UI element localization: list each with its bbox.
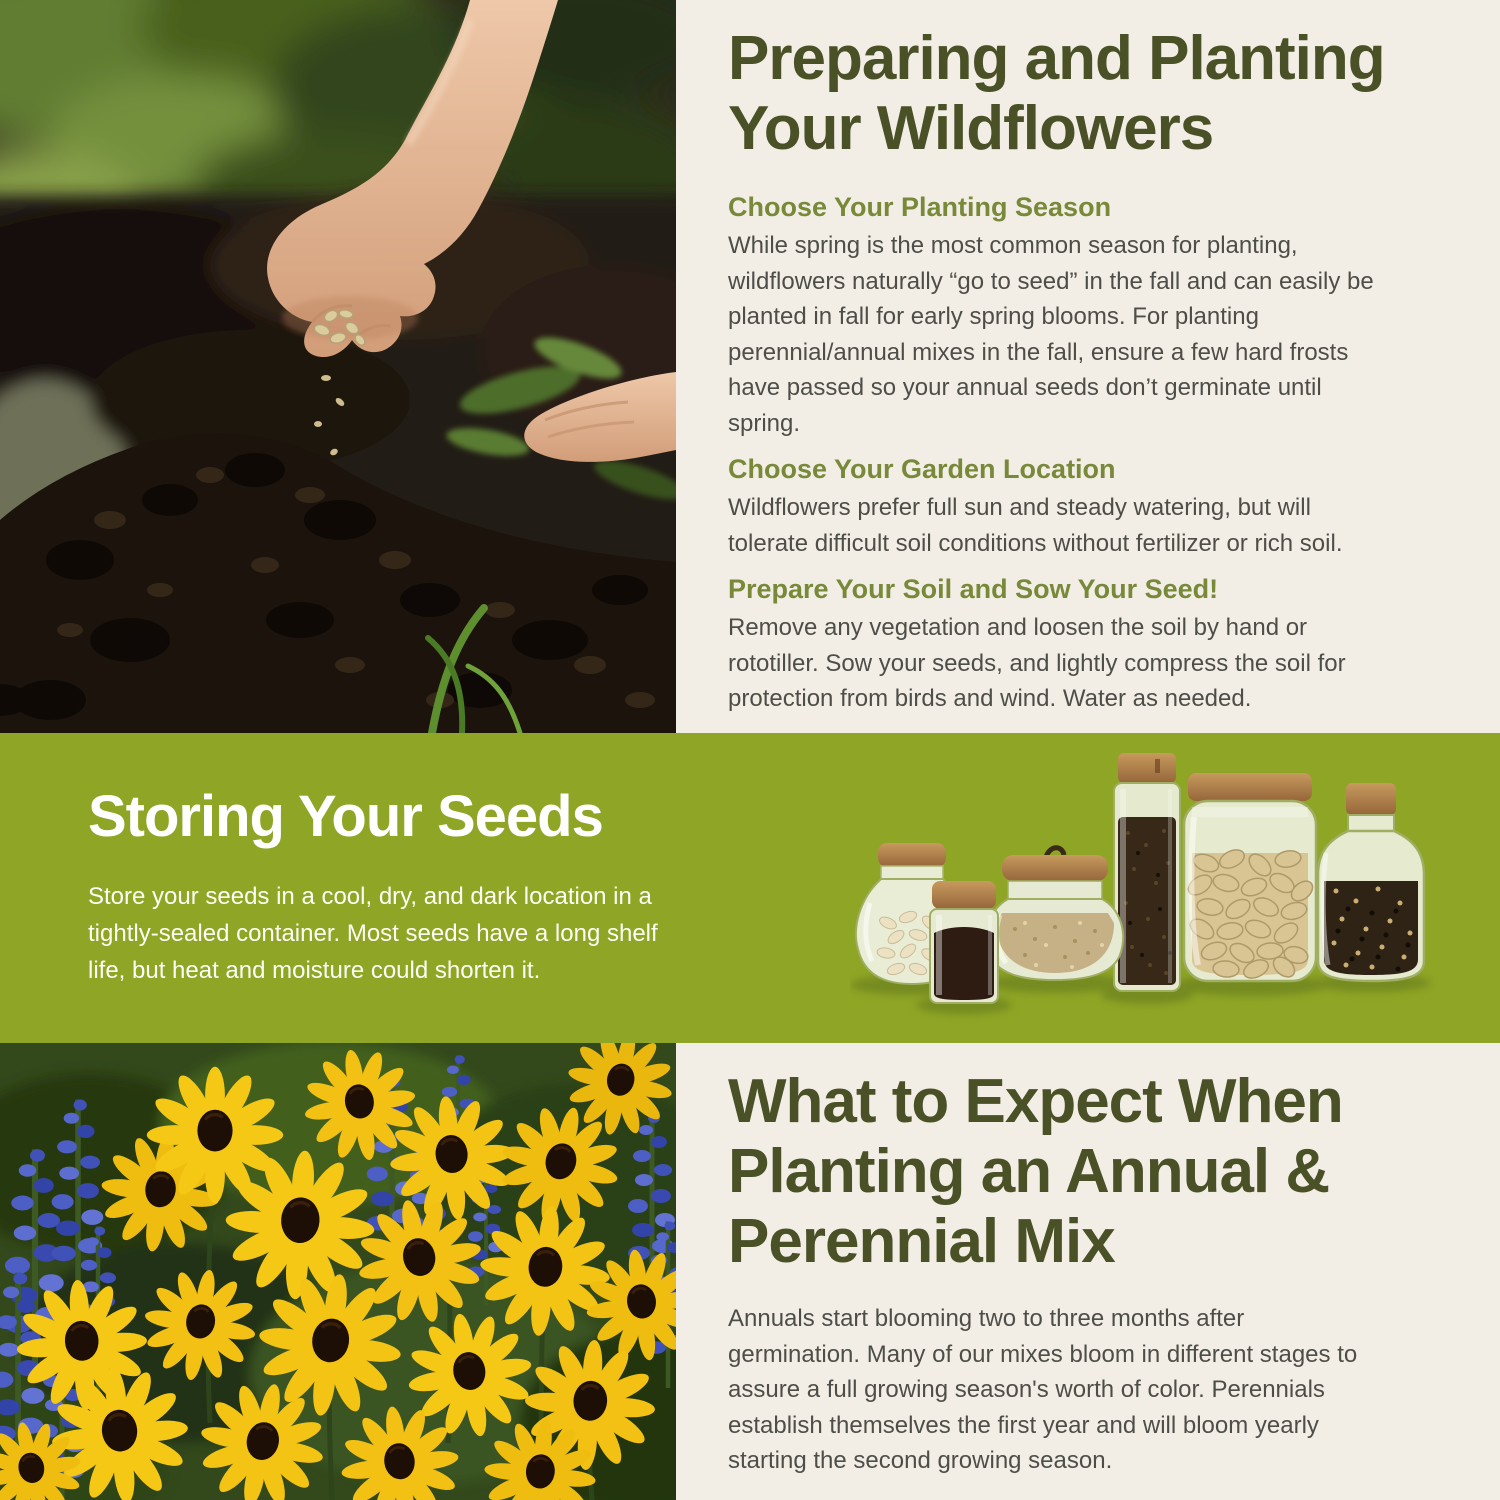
what-to-expect-section	[676, 1043, 1500, 1500]
storing-seeds-text	[88, 783, 688, 989]
mixed-seed-bottle	[1318, 783, 1424, 981]
wildflowers-illustration	[0, 1043, 676, 1500]
planting-season-heading: Choose Your Planting Season	[728, 192, 1112, 222]
prepare-soil-subsection	[728, 574, 1458, 717]
prepare-soil-body: Remove any vegetation and loosen the soil by hand or rototiller. Sow your seeds, and lightly compress the soil for protection from birds and wind. Water as needed.	[728, 614, 1346, 712]
expect-body: Annuals start blooming two to three months after germination. Many of our mixes bloom in different stages to assure a full growing season's worth of color. Perennials establish themselves the first year and will bloom yearly starting the second growing season.	[728, 1305, 1358, 1474]
squat-seed-jar	[987, 848, 1123, 980]
planting-season-subsection	[728, 192, 1458, 441]
sowing-seeds-photo	[0, 0, 676, 733]
garden-location-subsection	[728, 454, 1458, 561]
storing-title: Storing Your Seeds	[88, 784, 603, 849]
seed-jars-photo	[850, 733, 1500, 1018]
garden-location-body: Wildflowers prefer full sun and steady watering, but will tolerate difficult soil conditions without fertilizer or rich soil.	[728, 494, 1343, 557]
tall-seed-cylinder	[1114, 753, 1180, 991]
storing-seeds-band	[0, 733, 1500, 1043]
preparing-planting-section	[676, 0, 1500, 733]
preparing-title: Preparing and Planting Your Wildflowers	[728, 24, 1385, 163]
garden-location-heading: Choose Your Garden Location	[728, 454, 1116, 484]
sowing-seeds-illustration	[0, 0, 676, 733]
wildflowers-photo	[0, 1043, 676, 1500]
powder-jar	[930, 881, 998, 1003]
prepare-soil-heading: Prepare Your Soil and Sow Your Seed!	[728, 574, 1219, 604]
seed-jars-illustration	[850, 733, 1500, 1036]
planting-season-body: While spring is the most common season for planting, wildflowers naturally “go to seed” in the fall and can easily be planted in fall for early spring blooms. For planting perennial/annual mixes in the fall, ensure a few hard frosts have passed so your annual seeds don’t germinate until spring.	[728, 232, 1374, 437]
storing-body: Store your seeds in a cool, dry, and dark location in a tightly-sealed container. Most seeds have a long shelf life, but heat and moisture could shorten it.	[88, 883, 658, 984]
pumpkin-seed-jar	[1184, 773, 1316, 982]
expect-title: What to Expect When Planting an Annual & Perennial Mix	[728, 1067, 1343, 1276]
